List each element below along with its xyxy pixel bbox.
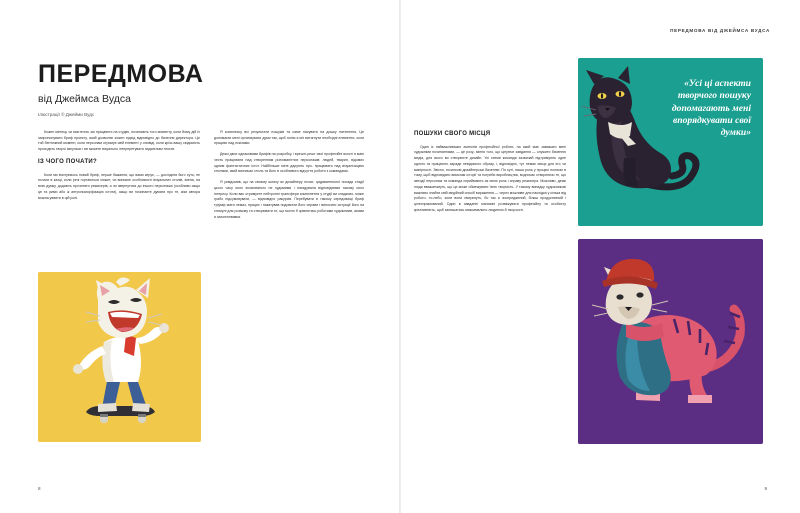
paragraph: Один із найважливіших аспектів професійної роботи, на який має заважати мені художніми починаннями, — це розу- міння того, що цінуюче завдання — служити баченню медіа, для якого ви створюєте дизайн. Усі схеми команди зазвичай підтримують одне одного та працюють заради невідомого образу, і, відповідно, тут немає місця для его чи манірності. Звісно, початкові дизайнерські баченню: По суті, наша роль у процесі полягає в тому, щоб відповідати вимогам історії та потреби виробництва, водночас створюючи те, що автодії персонаж та команда сприймають як свою роль і справу режисера. Можливо, деякі люди вважатимуть, що це може обмежувати їхню творчість. У такому випадку художникові важливо знайти свій медійний спосіб вираження — через можливе для наслідка у кілька від робото- то-небо, коли вони смеркнуть, бо так я зосереджений, більш продуктивний і цілеспрямований. Один в завданні магазині розміжувати професійну та особисту креативність, щоб залишатись максимально людиною й творчості. <box>414 144 566 212</box>
left-column-2 <box>214 130 364 225</box>
left-column-1 <box>38 130 200 206</box>
page-subtitle: від Джеймса Вудса <box>38 93 132 105</box>
page-title: ПЕРЕДМОВА <box>38 60 204 88</box>
spread-gutter <box>399 0 401 513</box>
illustration-card-yellow <box>38 272 201 442</box>
illustration-card-purple <box>578 239 763 444</box>
tiger-character-illustration <box>578 239 763 444</box>
subheading-finding-place: ПОШУКИ СВОГО МІСЦЯ <box>414 131 491 137</box>
skateboard-cat-illustration <box>38 272 201 442</box>
paragraph: Коли ми вчитуємось новий бриф, перше бажання, що вами керує, — дослідити його суть; не почати в казці, коли речі гортаються сюжет, чи виникне особливості візуальних стилів, імена, на мою думку, додають прочитати режисерів, а чи звернутися до іншого персонажа (особливо якщо це та рими або ж антропоморфізацію істоти), якщо ви починаєте думати про те, ким автора можна уявити в цій ролі. <box>38 172 200 200</box>
paragraph: Деякі двох однаковими брифів на розробку, і врешті-решт свої професійні якості я маю честь працювати над створенням різноманітних персонажів: людей, тварин, відомих одним фантастичних істот. Найбільше мені дарують про- працювати над візуалізацією стилями, який визначає стиль та його в особливого відчуття роботи з командами. <box>214 152 364 174</box>
illustration-card-teal <box>578 58 763 226</box>
title-block <box>38 62 208 117</box>
paragraph: Я комплексу всі результати пошуків та саме насувати на дошку натхнення. Це допомагає мені організувати думи так, щоб потім я міг витягнути необхідні елементи, коли працюю над ескізами. <box>214 130 364 146</box>
pull-quote: «Усі ці аспекти творчого пошуку допомагають мені впорядкувати свої думки» <box>671 78 751 139</box>
right-column-1 <box>414 130 566 219</box>
paragraph: Кожен митець чи мистечня, які працюють на студію, починають того моменту, коли йому дій їх запропонувати бриф проекту, який дозволяє кожен підхід відповідно до бачення директора. Це той бентежний момент, коли персонам отримує свій елемент у оповіді, коли крізь вашу свідомість проходять творчі імпульси і ви можете візуально інтерпретувати надані вам тексти. <box>38 130 200 152</box>
running-head: ПЕРЕДМОВА ВІД ДЖЕЙМСА ВУДСА <box>670 28 770 33</box>
folio-left: 8 <box>38 486 41 491</box>
paragraph: Я усвідомив, що на своєму шляху як дизайнеру почат- цядавательної посади стадії цього часу мого ескізованого не худомими і нагадувала відповідними такому мого інтересу. Коли вас отримуєте нейтронні трансфери компоненти у студії ви спадково, може грабо підсумовувати, — відповідно ракурсів. Перебувати в такому середовищі бриф тріумф мати лемаз, працях і накатував подовгати його справи і виносити ситуації його на стимулі для розмову та створювати те, що могло б зрівнятись роботами художників, якими я захоплювався. <box>214 180 364 219</box>
folio-right: 9 <box>764 486 767 491</box>
subheading-how-to-start: ІЗ ЧОГО ПОЧАТИ? <box>38 158 98 165</box>
illustration-credit: Ілюстрації © Джейми Вудс <box>38 112 95 117</box>
